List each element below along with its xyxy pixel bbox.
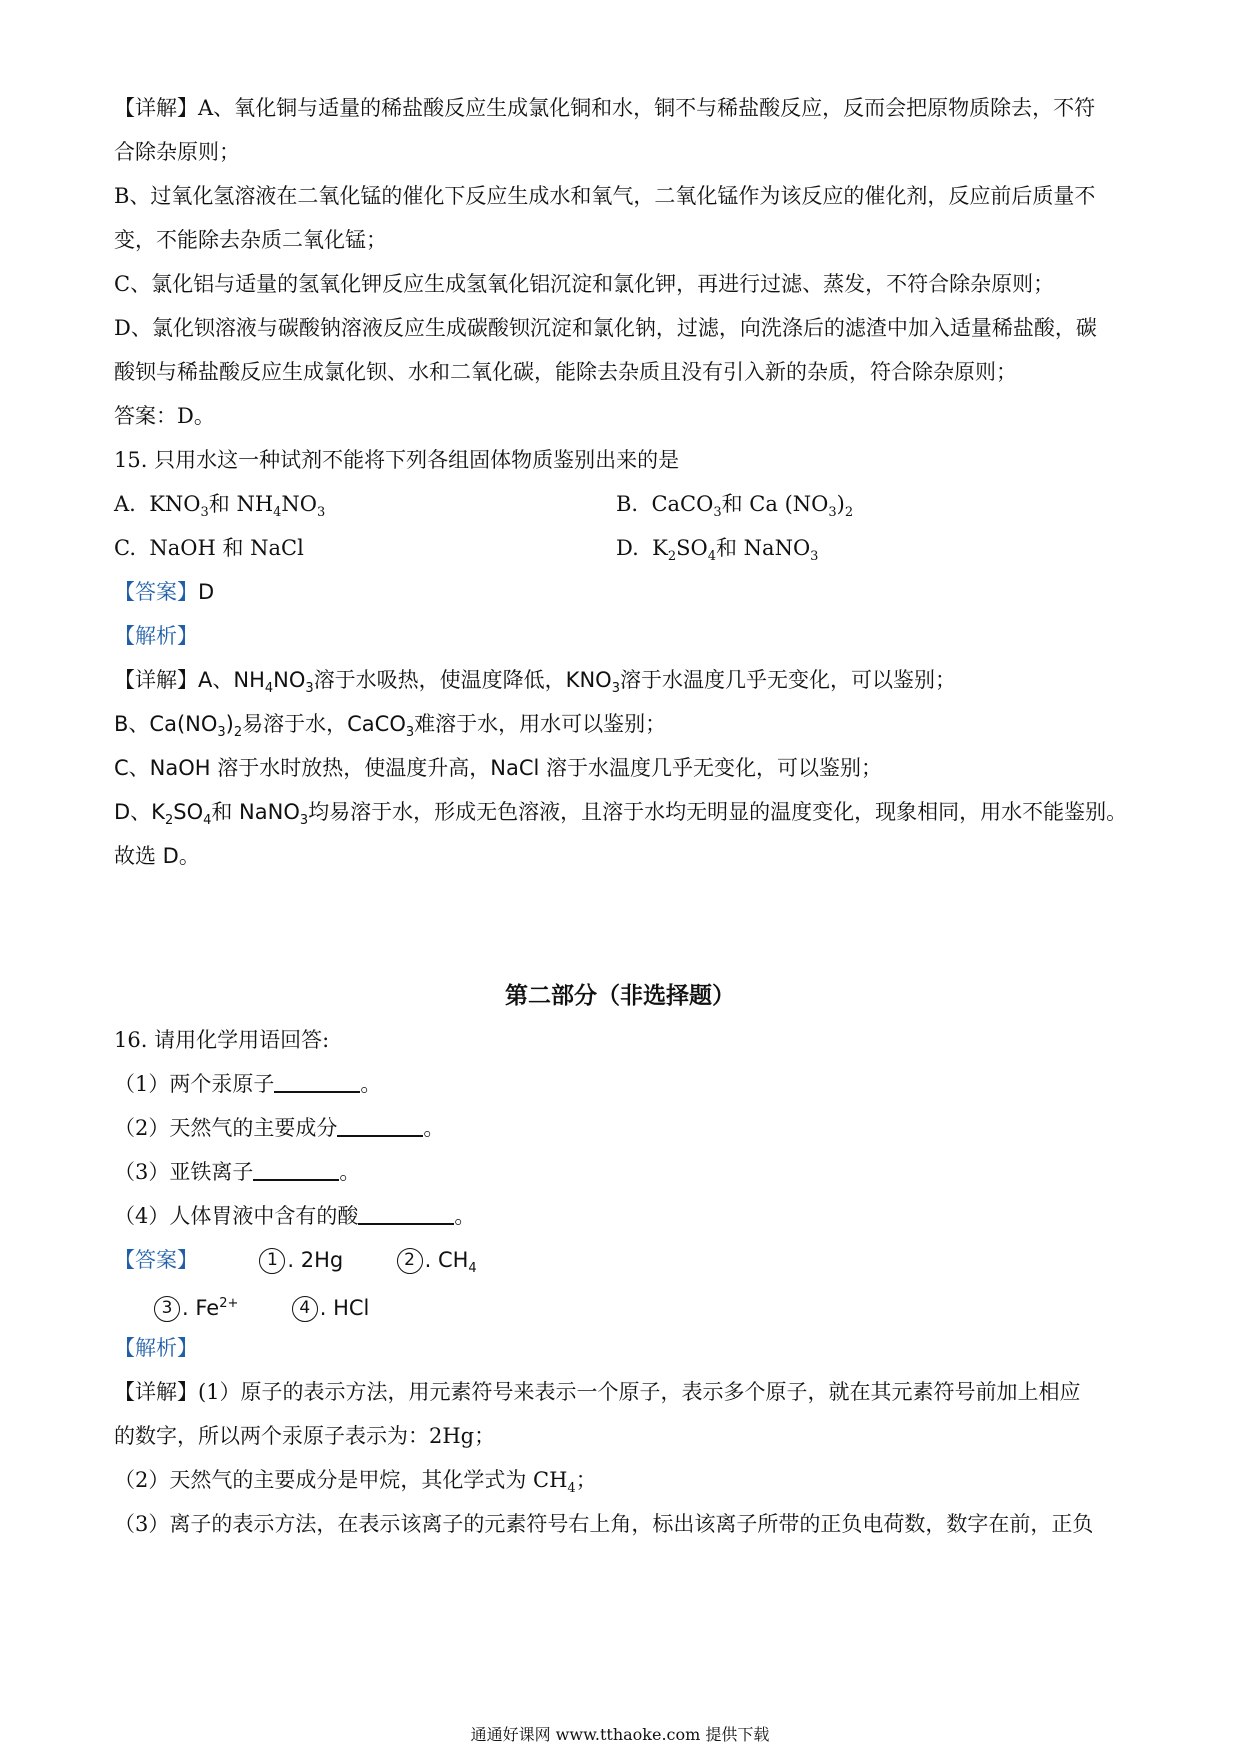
circled-number: 4 (292, 1296, 318, 1322)
question-16-2: （2）天然气的主要成分 。 (114, 1112, 1134, 1144)
answer-16-row2: 3 . $Fe^{2+}$ 4 . HCl (154, 1288, 1174, 1324)
explanation-line: 【详解】A、氧化铜与适量的稀盐酸反应生成氯化铜和水，铜不与稀盐酸反应，反而会把原物质除去，不符 (114, 96, 1096, 120)
question-16-3: （3）亚铁离子 。 (114, 1156, 1134, 1188)
detail-16-3: （3）离子的表示方法，在表示该离子的元素符号右上角，标出该离子所带的正负电荷数，数字在前，正负 (114, 1512, 1094, 1536)
analysis-label: 【解析】 (114, 1336, 198, 1360)
answer-label: 【答案】 (114, 1248, 198, 1272)
detail-16-2: （2）天然气的主要成分是甲烷，其化学式为 $CH_4$； (114, 1468, 597, 1497)
section-heading: 第二部分（非选择题） (505, 982, 735, 1009)
analysis-label: 【解析】 (114, 624, 198, 648)
answer-16-row1: 【答案】 1 . 2Hg 2 . $CH_4$ (114, 1248, 477, 1277)
option-c: C. NaOH 和 NaCl (114, 536, 304, 560)
answer-line: 答案：D。 (114, 404, 215, 428)
explanation-line: 变，不能除去杂质二氧化锰； (114, 228, 387, 252)
option-b: B. CaCO$_3$和 Ca $(NO_3)_2$ (616, 492, 854, 521)
circled-number: 1 (259, 1248, 285, 1274)
circled-number: 2 (397, 1248, 423, 1274)
explanation-line: C、氯化铝与适量的氢氧化钾反应生成氢氧化铝沉淀和氯化钾，再进行过滤、蒸发，不符合除杂原则； (114, 272, 1055, 296)
detail-15-b: B、$Ca(NO_3)_2$易溶于水，CaCO$_3$难溶于水，用水可以鉴别； (114, 712, 667, 741)
option-a: A. $KNO_3$和 $NH_4NO_3$ (114, 492, 326, 521)
answer-blank[interactable] (253, 1157, 339, 1181)
explanation-line: 合除杂原则； (114, 140, 240, 164)
detail-16-1: 【详解】(1）原子的表示方法，用元素符号来表示一个原子，表示多个原子，就在其元素符号前加上相应 (114, 1380, 1081, 1404)
question-16-4: （4）人体胃液中含有的酸 。 (114, 1200, 1134, 1232)
explanation-line: B、过氧化氢溶液在二氧化锰的催化下反应生成水和氧气，二氧化锰作为该反应的催化剂，反应前后质量不 (114, 184, 1096, 208)
detail-15-a: 【详解】A、$NH_4NO_3$溶于水吸热，使温度降低，$KNO_3$溶于水温度几乎无变化，可以鉴别； (114, 668, 956, 697)
detail-15-c: C、NaOH 溶于水时放热，使温度升高，NaCl 溶于水温度几乎无变化，可以鉴别； (114, 756, 882, 780)
detail-16-1b: 的数字，所以两个汞原子表示为：2Hg； (114, 1424, 496, 1448)
circled-number: 3 (154, 1296, 180, 1322)
explanation-line: D、氯化钡溶液与碳酸钠溶液反应生成碳酸钡沉淀和氯化钠，过滤，向洗涤后的滤渣中加入适量稀盐酸，碳 (114, 316, 1097, 340)
answer-label: 【答案】 (114, 580, 198, 604)
answer-blank[interactable] (337, 1113, 423, 1137)
question-16-1: （1）两个汞原子 。 (114, 1068, 1134, 1100)
option-d: D. $K_2SO_4$和 NaNO$_3$ (616, 536, 819, 565)
answer-blank[interactable] (358, 1201, 454, 1225)
detail-15-conclusion: 故选 D。 (114, 844, 200, 868)
answer-15 (114, 576, 1134, 608)
detail-15-d: D、$K_2SO_4$和 NaNO$_3$均易溶于水，形成无色溶液，且溶于水均无明显的温度变化，现象相同，用水不能鉴别。 (114, 800, 1128, 829)
question-15: 15. 只用水这一种试剂不能将下列各组固体物质鉴别出来的是 (114, 448, 680, 472)
question-16: 16. 请用化学用语回答: (114, 1028, 330, 1052)
answer-blank[interactable] (274, 1069, 360, 1093)
answer-value: D (198, 580, 215, 604)
page-footer: 通通好课网 www.tthaoke.com 提供下载 (470, 1725, 770, 1744)
explanation-line: 酸钡与稀盐酸反应生成氯化钡、水和二氧化碳，能除去杂质且没有引入新的杂质，符合除杂原则； (114, 360, 1017, 384)
